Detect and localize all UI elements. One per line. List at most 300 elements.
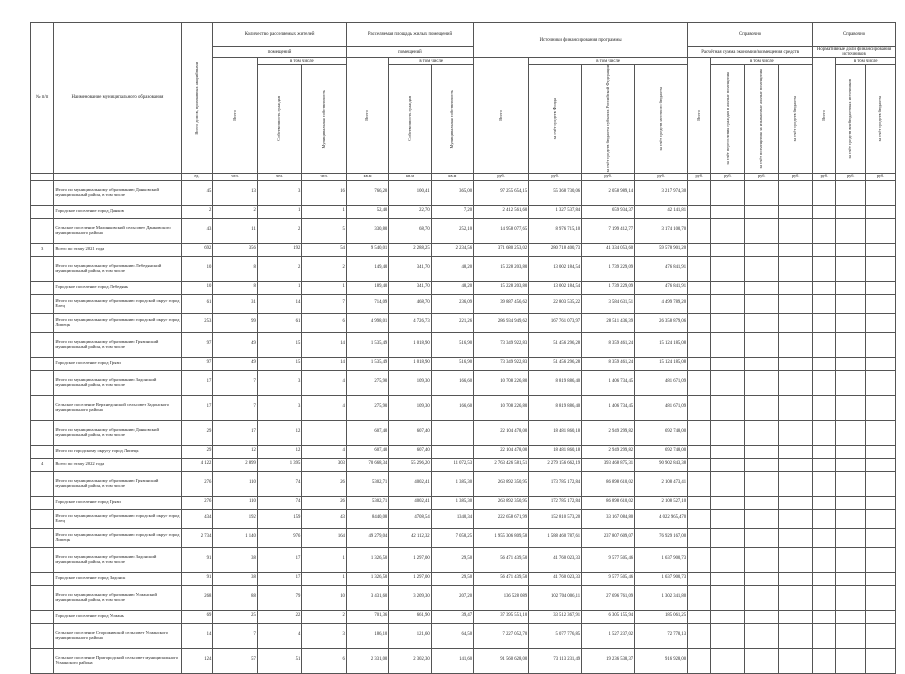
unit-cell	[54, 173, 181, 180]
value-cell	[711, 547, 745, 572]
value-cell: 13 002 184,54	[529, 256, 582, 281]
mo-name-cell: Городское поселение город Лебедянь	[54, 281, 181, 294]
value-cell: 9 577 505,46	[582, 547, 635, 572]
value-cell	[688, 256, 711, 281]
value-cell	[836, 243, 866, 256]
value-cell: 1 739 229,09	[582, 281, 635, 294]
value-cell	[836, 313, 866, 332]
value-cell: 31	[213, 294, 258, 313]
mo-name-cell: Итого по муниципальному образованию Грязинский муниципальный район, в том числе	[54, 471, 181, 496]
value-cell: 29	[181, 420, 213, 445]
value-cell	[711, 471, 745, 496]
value-cell	[745, 180, 779, 205]
value-cell: 2 302,30	[389, 648, 431, 673]
value-cell	[813, 445, 836, 458]
value-cell	[711, 528, 745, 547]
value-cell	[779, 585, 813, 610]
value-cell: 275,90	[346, 395, 388, 420]
value-cell	[813, 585, 836, 610]
value-cell	[866, 370, 896, 395]
value-cell	[688, 585, 711, 610]
value-cell: 607,40	[389, 420, 431, 445]
value-cell: 10 708 226,80	[474, 395, 529, 420]
table-header	[31, 23, 896, 174]
value-cell	[711, 496, 745, 509]
value-cell: 17	[213, 420, 258, 445]
value-cell: 1	[302, 547, 347, 572]
value-cell	[711, 357, 745, 370]
value-cell	[745, 528, 779, 547]
value-cell: 434	[181, 509, 213, 528]
value-cell: 7	[213, 370, 258, 395]
row-number	[31, 205, 54, 218]
value-cell	[688, 471, 711, 496]
value-cell	[688, 332, 711, 357]
value-cell: 159	[257, 509, 302, 528]
value-cell	[688, 610, 711, 623]
value-cell	[866, 420, 896, 445]
value-cell: 37 395 551,10	[474, 610, 529, 623]
value-cell: 97 255 654,15	[474, 180, 529, 205]
value-cell: 303	[302, 458, 347, 471]
mo-name-cell: Итого по муниципальному образованию городской округ город Липецк	[54, 313, 181, 332]
value-cell: 468,70	[389, 294, 431, 313]
value-cell: 22 803 535,22	[529, 294, 582, 313]
value-cell: 68,70	[389, 218, 431, 243]
row-number	[31, 370, 54, 395]
value-cell	[866, 458, 896, 471]
value-cell: 4 122	[181, 458, 213, 471]
value-cell: 73 349 922,83	[474, 357, 529, 370]
value-cell	[711, 420, 745, 445]
value-cell: 45	[181, 180, 213, 205]
value-cell	[711, 294, 745, 313]
value-cell	[688, 458, 711, 471]
value-cell	[711, 332, 745, 357]
value-cell: 2 279 156 662,19	[529, 458, 582, 471]
value-cell: 1	[302, 281, 347, 294]
value-cell: 13	[213, 180, 258, 205]
unit-cell: руб.	[836, 173, 866, 180]
value-cell	[813, 572, 836, 585]
header-group-ref: Справочно	[688, 23, 813, 47]
table-row	[31, 218, 896, 243]
value-cell: 14 958 077,65	[474, 218, 529, 243]
value-cell: 2	[181, 205, 213, 218]
value-cell	[711, 370, 745, 395]
value-cell: 121,60	[389, 623, 431, 648]
value-cell	[813, 420, 836, 445]
value-cell: 9 540,01	[346, 243, 388, 256]
value-cell: 39,47	[431, 610, 473, 623]
value-cell	[745, 458, 779, 471]
table-row	[31, 294, 896, 313]
value-cell	[745, 572, 779, 585]
value-cell: 59 578 901,20	[635, 243, 688, 256]
value-cell: 766,20	[346, 180, 388, 205]
value-cell	[688, 648, 711, 673]
value-cell	[813, 610, 836, 623]
value-cell: 2	[213, 205, 258, 218]
value-cell	[688, 572, 711, 585]
resettlement-table	[30, 22, 896, 674]
value-cell: 253	[181, 313, 213, 332]
value-cell: 22	[257, 610, 302, 623]
value-cell: 15 124 185,08	[635, 332, 688, 357]
value-cell	[836, 585, 866, 610]
value-cell	[711, 218, 745, 243]
mo-name-cell: Итого по муниципальному образованию Усманский муниципальный район, в том числе	[54, 585, 181, 610]
value-cell: 12	[257, 420, 302, 445]
value-cell: 100,41	[389, 180, 431, 205]
value-cell	[688, 528, 711, 547]
value-cell: 7	[213, 623, 258, 648]
value-cell: 221,26	[431, 313, 473, 332]
unit-cell: чел.	[213, 173, 258, 180]
value-cell: 167 761 073,97	[529, 313, 582, 332]
value-cell: 17	[257, 547, 302, 572]
value-cell: 207,20	[431, 585, 473, 610]
value-cell: 39 887 456,62	[474, 294, 529, 313]
value-cell: 1 326,50	[346, 547, 388, 572]
value-cell: 14	[181, 623, 213, 648]
value-cell: 15	[257, 357, 302, 370]
value-cell	[779, 471, 813, 496]
value-cell: 4 022 965,470	[635, 509, 688, 528]
value-cell	[711, 205, 745, 218]
value-cell: 109,30	[389, 395, 431, 420]
value-cell	[779, 256, 813, 281]
value-cell	[688, 313, 711, 332]
header-total-houses: Всего домов, признанных аварийными	[181, 23, 213, 174]
value-cell	[688, 370, 711, 395]
value-cell	[431, 420, 473, 445]
value-cell	[836, 294, 866, 313]
value-cell	[836, 420, 866, 445]
header-incl-area: в том числе	[389, 58, 474, 65]
value-cell: 33 167 084,80	[582, 509, 635, 528]
value-cell: 33 512 367,91	[529, 610, 582, 623]
value-cell	[866, 547, 896, 572]
table-row	[31, 256, 896, 281]
value-cell	[688, 243, 711, 256]
unit-cell: кв.м	[346, 173, 388, 180]
value-cell: 149,40	[346, 256, 388, 281]
mo-name-cell: Городское поселение город Грязи	[54, 357, 181, 370]
value-cell: 51	[257, 648, 302, 673]
value-cell: 268	[181, 585, 213, 610]
row-number	[31, 471, 54, 496]
value-cell: 55 296,20	[389, 458, 431, 471]
value-cell: 222 658 671,99	[474, 509, 529, 528]
value-cell	[836, 395, 866, 420]
table-row	[31, 458, 896, 471]
mo-name-cell: Всего по этапу 2021 года	[54, 243, 181, 256]
mo-name-cell: Итого по муниципальному образованию Грязинский муниципальный район, в том числе	[54, 332, 181, 357]
value-cell: 8440,08	[346, 509, 388, 528]
value-cell	[711, 256, 745, 281]
mo-name-cell: Всего по этапу 2022 года	[54, 458, 181, 471]
value-cell: 1 326,50	[346, 572, 388, 585]
value-cell: 1 535,49	[346, 332, 388, 357]
header-r2-a: за счёт средств внебюджетных источников	[836, 65, 866, 174]
unit-cell: руб.	[635, 173, 688, 180]
value-cell	[866, 243, 896, 256]
value-cell	[813, 243, 836, 256]
value-cell: 49	[213, 332, 258, 357]
mo-name-cell: Итого по муниципальному образованию Задонский муниципальный район, в том числе	[54, 370, 181, 395]
header-c-private: Собственность граждан	[257, 65, 302, 174]
value-cell: 1 406 734,45	[582, 370, 635, 395]
value-cell: 341,70	[389, 256, 431, 281]
row-number	[31, 218, 54, 243]
value-cell	[836, 332, 866, 357]
value-cell	[688, 180, 711, 205]
value-cell: 56 471 439,50	[474, 547, 529, 572]
value-cell	[813, 332, 836, 357]
row-number	[31, 509, 54, 528]
value-cell: 17	[181, 395, 213, 420]
value-cell: 263 892 350,95	[474, 496, 529, 509]
value-cell: 2	[302, 256, 347, 281]
value-cell	[813, 395, 836, 420]
row-number: 4	[31, 458, 54, 471]
row-number	[31, 610, 54, 623]
value-cell: 18 481 860,18	[529, 445, 582, 458]
value-cell: 286 934 949,62	[474, 313, 529, 332]
value-cell: 64,50	[431, 623, 473, 648]
value-cell: 49	[213, 357, 258, 370]
mo-name-cell: Итого по муниципальному образованию городской округ город Липецк	[54, 528, 181, 547]
value-cell: 13 002 184,54	[529, 281, 582, 294]
value-cell	[866, 205, 896, 218]
value-cell: 11 072,53	[431, 458, 473, 471]
value-cell: 237 807 609,07	[582, 528, 635, 547]
value-cell: 476 841,91	[635, 281, 688, 294]
value-cell: 263 892 350,95	[474, 471, 529, 496]
value-cell: 61	[257, 313, 302, 332]
row-number	[31, 357, 54, 370]
value-cell: 7 199 412,77	[582, 218, 635, 243]
value-cell: 42 112,32	[389, 528, 431, 547]
value-cell: 4 998,01	[346, 313, 388, 332]
value-cell: 17	[257, 572, 302, 585]
value-cell	[779, 370, 813, 395]
mo-name-cell: Итого по городскому округу город Липецк	[54, 445, 181, 458]
value-cell: 15 228 203,80	[474, 281, 529, 294]
value-cell: 79	[257, 585, 302, 610]
value-cell: 74	[257, 496, 302, 509]
header-group-ref2: Справочно	[813, 23, 896, 47]
row-number	[31, 395, 54, 420]
value-cell: 2	[257, 218, 302, 243]
value-cell: 72 778,13	[635, 623, 688, 648]
value-cell: 330,80	[346, 218, 388, 243]
table-row	[31, 648, 896, 673]
value-cell	[779, 395, 813, 420]
value-cell	[711, 610, 745, 623]
value-cell: 173 785 172,84	[529, 471, 582, 496]
value-cell	[866, 585, 896, 610]
value-cell: 166,60	[431, 395, 473, 420]
table-row	[31, 445, 896, 458]
mo-name-cell: Итого по муниципальному образованию Задонский муниципальный район, в том числе	[54, 547, 181, 572]
value-cell	[688, 547, 711, 572]
value-cell: 18 481 860,18	[529, 420, 582, 445]
value-cell: 692 748,00	[635, 420, 688, 445]
table-row	[31, 528, 896, 547]
value-cell	[779, 180, 813, 205]
value-cell: 1 297,00	[389, 547, 431, 572]
value-cell: 2 412 561,60	[474, 205, 529, 218]
header-f-total: Всего	[474, 58, 529, 174]
value-cell: 2 108 527,10	[635, 496, 688, 509]
unit-cell: руб.	[779, 173, 813, 180]
value-cell: 3	[257, 395, 302, 420]
value-cell	[813, 528, 836, 547]
value-cell: 48,20	[431, 281, 473, 294]
value-cell: 3 431,60	[346, 585, 388, 610]
value-cell	[866, 256, 896, 281]
value-cell: 7,20	[431, 205, 473, 218]
table-row	[31, 180, 896, 205]
value-cell: 2 949 299,82	[582, 420, 635, 445]
header-f-local: за счёт средств местного бюджета	[635, 65, 688, 174]
mo-name-cell: Сельское поселение Малинковский сельсовет Данковского муниципального района	[54, 218, 181, 243]
value-cell	[711, 509, 745, 528]
header-group-people: Количество расселяемых жителей	[213, 23, 347, 47]
value-cell: 70 668,34	[346, 458, 388, 471]
header-incl-people: в том числе	[257, 58, 346, 65]
value-cell: 1 406 734,45	[582, 395, 635, 420]
value-cell: 49 279,04	[346, 528, 388, 547]
value-cell	[779, 332, 813, 357]
value-cell: 1	[257, 281, 302, 294]
value-cell: 86 898 610,02	[582, 471, 635, 496]
table-row	[31, 623, 896, 648]
row-number	[31, 281, 54, 294]
value-cell	[866, 218, 896, 243]
value-cell: 15 228 203,80	[474, 256, 529, 281]
value-cell: 2 234,56	[431, 243, 473, 256]
value-cell: 14	[257, 294, 302, 313]
value-cell	[836, 281, 866, 294]
value-cell: 7	[302, 294, 347, 313]
value-cell	[779, 218, 813, 243]
value-cell	[866, 294, 896, 313]
value-cell: 3	[257, 370, 302, 395]
value-cell	[866, 610, 896, 623]
value-cell	[813, 357, 836, 370]
value-cell	[688, 357, 711, 370]
value-cell	[688, 623, 711, 648]
value-cell: 356	[213, 243, 258, 256]
value-cell: 17	[181, 370, 213, 395]
value-cell	[836, 528, 866, 547]
value-cell	[866, 357, 896, 370]
table-row	[31, 243, 896, 256]
value-cell: 25	[213, 610, 258, 623]
value-cell: 192	[213, 509, 258, 528]
row-number	[31, 528, 54, 547]
value-cell: 481 671,09	[635, 395, 688, 420]
value-cell: 74	[257, 471, 302, 496]
value-cell: 1 637 900,73	[635, 572, 688, 585]
value-cell: 22 104 478,00	[474, 420, 529, 445]
value-cell: 476 841,91	[635, 256, 688, 281]
value-cell: 714,09	[346, 294, 388, 313]
value-cell: 1 588 460 787,61	[529, 528, 582, 547]
value-cell: 42 141,81	[635, 205, 688, 218]
value-cell: 164	[302, 528, 347, 547]
value-cell: 341,70	[389, 281, 431, 294]
value-cell: 2 331,00	[346, 648, 388, 673]
mo-name-cell: Итого по муниципальному образованию Данковский муниципальный район, в том числе	[54, 180, 181, 205]
value-cell: 12	[257, 445, 302, 458]
header-c-municipal: Муниципальная собственность	[302, 65, 347, 174]
value-cell: 276	[181, 496, 213, 509]
value-cell	[779, 445, 813, 458]
value-cell: 97	[181, 332, 213, 357]
value-cell: 29,50	[431, 547, 473, 572]
value-cell: 38	[213, 572, 258, 585]
value-cell	[711, 572, 745, 585]
value-cell: 6	[302, 313, 347, 332]
table-row	[31, 420, 896, 445]
header-a-municipal: Муниципальная собственность	[431, 65, 473, 174]
unit-cell: руб.	[529, 173, 582, 180]
mo-name-cell: Городское поселение город Данков	[54, 205, 181, 218]
value-cell	[836, 496, 866, 509]
mo-name-cell: Городское поселение город Усмань	[54, 610, 181, 623]
value-cell: 5302,71	[346, 471, 388, 496]
value-cell	[779, 458, 813, 471]
value-cell: 2 058 989,14	[582, 180, 635, 205]
value-cell	[836, 205, 866, 218]
value-cell: 88	[213, 585, 258, 610]
value-cell: 51 456 296,28	[529, 332, 582, 357]
value-cell: 1 385,30	[431, 496, 473, 509]
value-cell: 1	[302, 572, 347, 585]
value-cell: 124	[181, 648, 213, 673]
value-cell	[745, 471, 779, 496]
header-group-area: Расселяемая площадь жилых помещений	[346, 23, 473, 47]
value-cell: 172 785 172,84	[529, 496, 582, 509]
value-cell	[745, 205, 779, 218]
value-cell	[813, 281, 836, 294]
value-cell: 701,36	[346, 610, 388, 623]
mo-name-cell: Итого по муниципальному образованию Данковский муниципальный район, в том числе	[54, 420, 181, 445]
value-cell	[866, 332, 896, 357]
unit-cell: кв.м	[431, 173, 473, 180]
value-cell: 15 124 185,08	[635, 357, 688, 370]
value-cell: 3	[302, 623, 347, 648]
mo-name-cell: Сельское поселение Стороживской сельсовет Усманского муниципального района	[54, 623, 181, 648]
value-cell: 4708,54	[389, 509, 431, 528]
value-cell: 152 810 573,20	[529, 509, 582, 528]
value-cell	[688, 496, 711, 509]
value-cell: 10	[181, 256, 213, 281]
value-cell: 43	[302, 509, 347, 528]
value-cell: 3 584 631,51	[582, 294, 635, 313]
value-cell: 8 819 886,40	[529, 395, 582, 420]
value-cell: 1 302 341,80	[635, 585, 688, 610]
row-number	[31, 623, 54, 648]
row-number	[31, 313, 54, 332]
value-cell: 4 499 789,20	[635, 294, 688, 313]
value-cell: 7 058,25	[431, 528, 473, 547]
value-cell	[836, 648, 866, 673]
